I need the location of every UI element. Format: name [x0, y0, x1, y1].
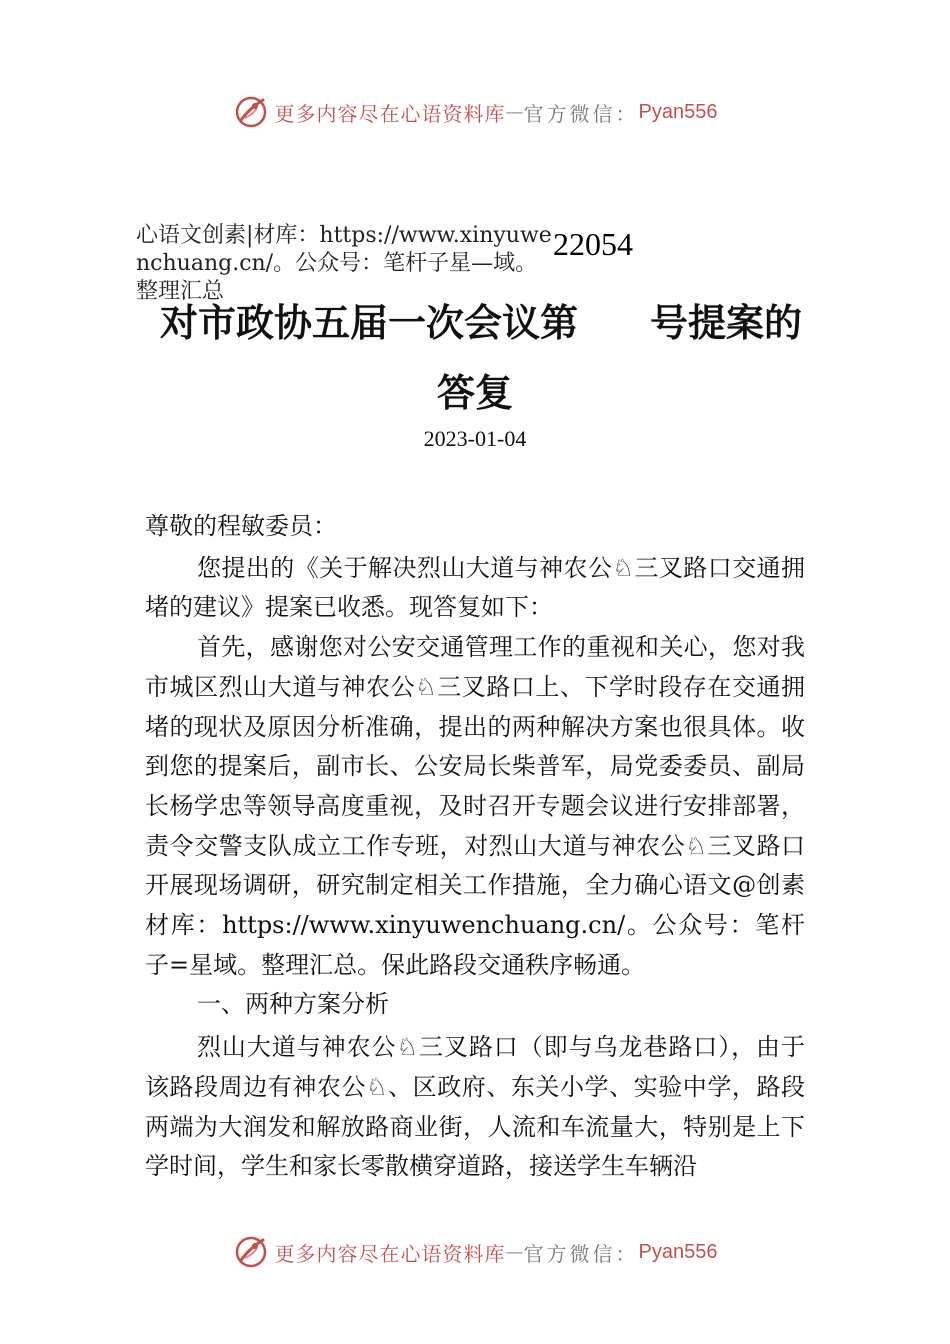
- watermark-overlay-text: 心语文创素|材库：https://www.xinyuwenchuang.cn/。公众号：笔杆子星—域。整理汇总: [136, 223, 552, 304]
- paragraph-1: 您提出的《关于解决烈山大道与神农公♘三叉路口交通拥堵的建议》提案已收悉。现答复如下：: [145, 553, 805, 622]
- title-part-2: 号提案的: [650, 300, 803, 345]
- watermark-banner-top: [0, 92, 950, 132]
- salutation: 尊敬的程敏委员：: [145, 512, 337, 540]
- document-date: 2023-01-04: [423, 426, 527, 451]
- banner-text: 更多内容尽在心语资料库: [274, 101, 506, 126]
- banner-wechat-id: Pyan556: [638, 1240, 718, 1263]
- title-part-1: 对市政协五届一次会议第: [160, 300, 579, 345]
- proposal-number: 22054: [553, 226, 633, 262]
- title-line-2: 答复: [436, 370, 513, 415]
- paragraph-2: 首先，感谢您对公安交通管理工作的重视和关心，您对我市城区烈山大道与神农公♘三叉路口上、下学时段存在交通拥堵的现状及原因分析准确，提出的两种解决方案也很具体。收到您的提案后，副市长、公安局长柴普军，局党委委员、副局长杨学忠等领导高度重视，及时召开专题会议进行安排部署，责令交警支队成立工作专班，对烈山大道与神农公♘三叉路口开展现场调研，研究制定相关工作措施，全力确心语文@创素材库：https://www.xinyuwenchuang.cn/。公众号：笔杆子=星域。整理汇总。保此路段交通秩序畅通。: [145, 633, 805, 979]
- banner-separator: —: [505, 101, 524, 123]
- document-body: [145, 507, 805, 1187]
- banner-separator: —: [505, 1241, 524, 1263]
- watermark-banner-bottom: [0, 1232, 950, 1272]
- section-heading: 一、两种方案分析: [197, 990, 389, 1019]
- banner-wechat-id: Pyan556: [638, 100, 718, 123]
- brush-logo-icon: [233, 1234, 269, 1270]
- banner-text: 更多内容尽在心语资料库: [274, 1241, 506, 1266]
- banner-wechat-label: 官方微信：: [523, 101, 639, 126]
- banner-wechat-label: 官方微信：: [523, 1241, 639, 1266]
- brush-logo-icon: [233, 94, 269, 130]
- section-paragraph: 烈山大道与神农公♘三叉路口（即与乌龙巷路口），由于该路段周边有神农公♘、区政府、东关小学、实验中学，路段两端为大润发和解放路商业街，人流和车流量大，特别是上下学时间，学生和家长零散横穿道路，接送学生车辆沿: [145, 1033, 805, 1181]
